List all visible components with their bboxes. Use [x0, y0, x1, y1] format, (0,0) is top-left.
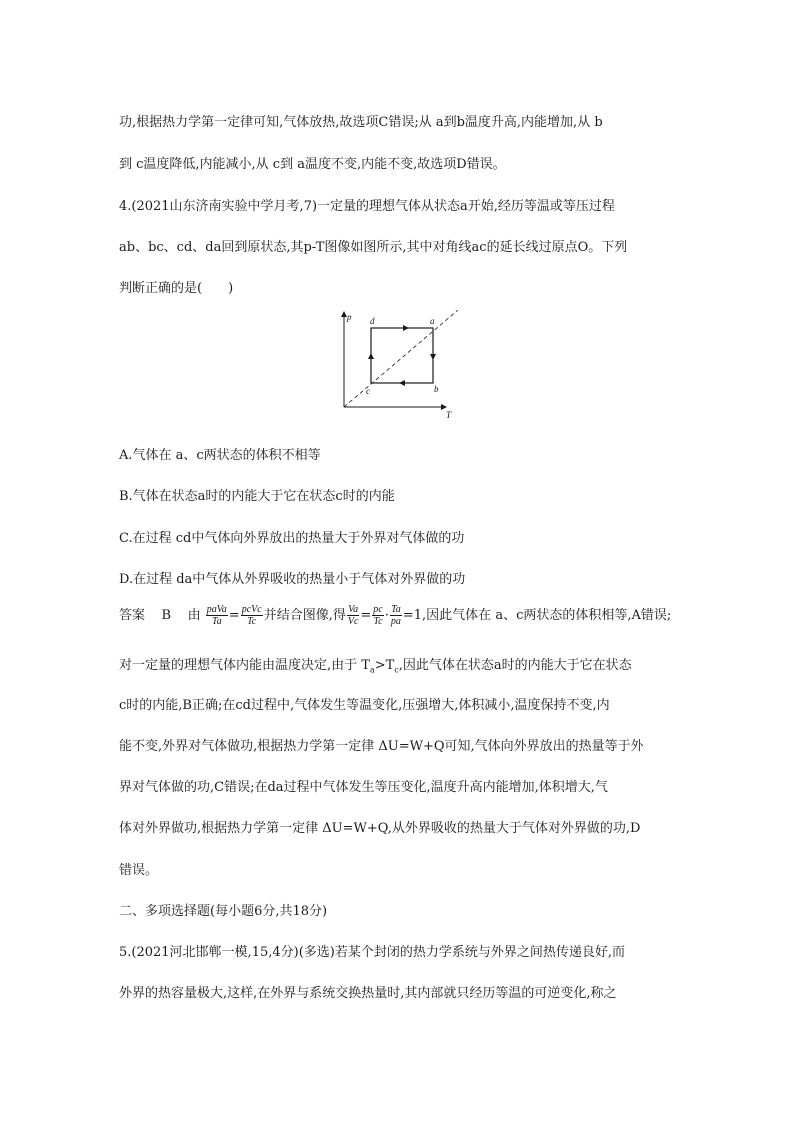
cycle-rectangle	[371, 328, 433, 383]
point-d-label: d	[370, 316, 375, 326]
q4-stem-line-2: ab、bc、cd、da回到原状态,其p-T图像如图所示,其中对角线ac的延长线过原点O。下列	[119, 240, 628, 255]
prev-text-line-1: 功,根据热力学第一定律可知,气体放热,故选项C错误;从 a到b温度升高,内能增加,从 b	[119, 115, 603, 130]
option-a: A.气体在 a、c两状态的体积不相等	[119, 448, 321, 463]
p-axis-label: p	[347, 312, 352, 322]
answer-label: 答案	[119, 608, 146, 623]
arrow-cd	[368, 353, 374, 359]
prev-text-line-2: 到 c温度降低,内能减小,从 c到 a温度不变,内能不变,故选项D错误。	[119, 157, 506, 172]
fraction-Ta-pa: $\frac{Ta}{pa}$	[390, 604, 401, 627]
fraction-paVa-Ta: $\frac{\text{paVa}}{Ta}$	[206, 604, 227, 627]
point-b-label: b	[434, 384, 439, 394]
option-b: B.气体在状态a时的内能大于它在状态c时的内能	[119, 489, 395, 504]
section-heading: 二、多项选择题(每小题6分,共18分)	[119, 904, 328, 919]
fraction-pc-Tc: $\frac{pc}{Tc}$	[373, 604, 383, 627]
answer-line-1: 答案 B 由 $\frac{\text{paVa}}{Ta}$ = $\frac{\text{pcVc}}{Tc}$ 并结合图像,得 $\frac{Va}{Vc}$ = $\frac{pc}{Tc}$ · $\frac{Ta}{pa}$ =1,因此气体在 a、c两状态的体积相等,A错误;	[119, 604, 672, 627]
point-c-label: c	[366, 386, 370, 396]
diagonal-through-origin	[344, 310, 458, 407]
t-axis-label: T	[446, 410, 452, 420]
q4-stem-line-1: 4.(2021山东济南实验中学月考,7)一定量的理想气体从状态a开始,经历等温或等压过程	[119, 199, 615, 214]
option-c: C.在过程 cd中气体向外界放出的热量大于外界对气体做的功	[119, 531, 465, 546]
q5-stem-line-1: 5.(2021河北邯郸一模,15,4分)(多选)若某个封闭的热力学系统与外界之间热传递良好,而	[119, 945, 625, 960]
arrow-da	[403, 325, 409, 331]
q4-stem-line-3: 判断正确的是( )	[119, 281, 234, 296]
answer-line-5: 界对气体做的功,C错误;在da过程中气体发生等压变化,温度升高内能增加,体积增大,气	[119, 780, 608, 795]
fraction-pcVc-Tc: $\frac{\text{pcVc}}{Tc}$	[241, 604, 262, 627]
answer-line-7: 错误。	[119, 863, 159, 878]
point-a-label: a	[430, 316, 435, 326]
arrow-ab	[430, 354, 436, 360]
answer-line-4: 能不变,外界对气体做功,根据热力学第一定律 ΔU=W+Q可知,气体向外界放出的热量等于外	[119, 739, 644, 754]
p-t-diagram	[336, 310, 460, 426]
fraction-Va-Vc: $\frac{Va}{Vc}$	[347, 604, 359, 627]
arrow-bc	[399, 380, 405, 386]
answer-choice: B	[161, 608, 172, 623]
q5-stem-line-2: 外界的热容量极大,这样,在外界与系统交换热量时,其内部就只经历等温的可逆变化,称之	[119, 986, 617, 1001]
answer-line-6: 体对外界做功,根据热力学第一定律 ΔU=W+Q,从外界吸收的热量大于气体对外界做的功,D	[119, 821, 641, 836]
answer-line-3: c时的内能,B正确;在cd过程中,气体发生等温变化,压强增大,体积减小,温度保持不变,内	[119, 698, 610, 713]
answer-line-2: 对一定量的理想气体内能由温度决定,由于 $T_a>T_c$,因此气体在状态a时的内能大于它在状态	[119, 658, 632, 675]
option-d: D.在过程 da中气体从外界吸收的热量小于气体对外界做的功	[119, 572, 466, 587]
